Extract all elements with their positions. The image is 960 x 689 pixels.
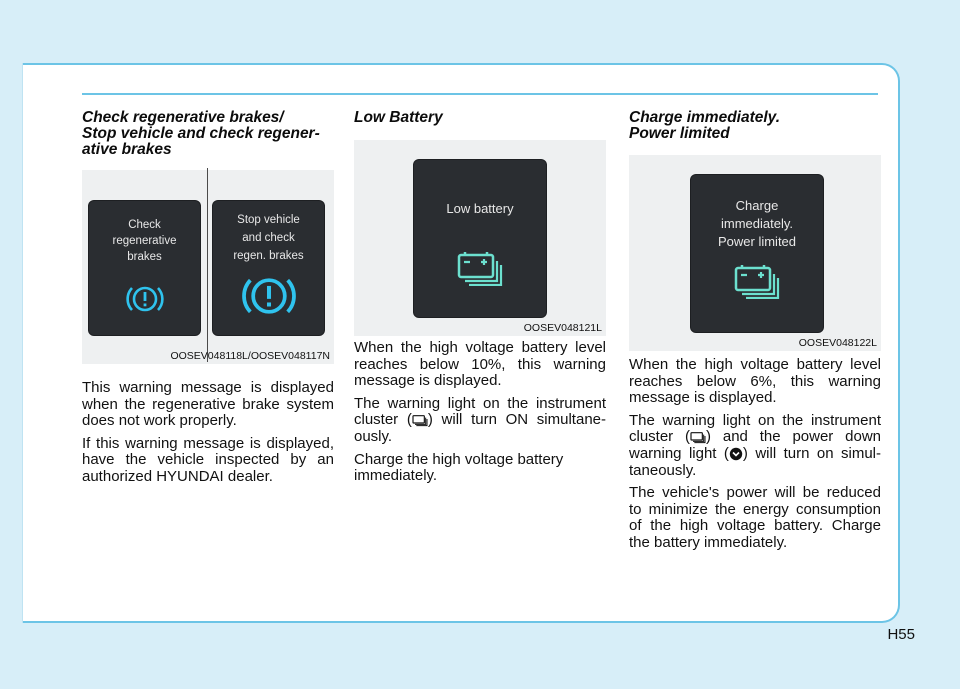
figure-code: OOSEV048122L [798, 337, 877, 349]
paragraph [629, 413, 881, 479]
figure-divider [207, 168, 208, 362]
paragraph-text: ) will turn ON simultane-ously. [354, 411, 606, 445]
screen-message: Check regenerative brakes [112, 219, 177, 263]
paragraph: If this warning message is displayed, have the vehicle inspected by an authorized HYUNDAI dealer. [82, 434, 334, 485]
paragraph-text: The warning light on the instrument cluster ( [354, 394, 606, 429]
paragraph: When the high voltage battery level reaches below 6%, this warning message is displayed. [629, 356, 881, 407]
cluster-screen [89, 201, 200, 335]
cluster-screen [213, 201, 324, 335]
section-heading: Low Battery [354, 109, 443, 126]
section-regen-brakes [82, 110, 334, 492]
brake-warning-icon [239, 273, 299, 319]
warning-figure [629, 155, 881, 351]
page-number: H55 [887, 626, 915, 643]
cluster-screen [414, 160, 546, 317]
battery-warning-icon [456, 250, 504, 286]
battery-warning-icon [733, 263, 781, 299]
figure-code: OOSEV048118L/OOSEV048117N [170, 350, 330, 362]
brake-warning-icon [125, 283, 165, 315]
screen-message: Low battery [446, 201, 514, 216]
warning-figure [82, 170, 334, 364]
header-rule [82, 93, 878, 95]
section-heading: Charge immediately. Power limited [629, 109, 781, 142]
screen-message: Charge immediately. Power limited [717, 198, 797, 249]
power-down-warning-icon [729, 447, 743, 461]
paragraph: This warning message is displayed when the regenerative brake system does not work properly. [82, 379, 334, 430]
paragraph: The vehicle's power will be reduced to minimize the energy consumption of the high voltage battery. Charge the battery immediately. [629, 484, 881, 551]
cluster-screen [691, 175, 823, 332]
battery-warning-icon [412, 413, 428, 427]
left-margin-rule [22, 63, 23, 623]
screen-message: Stop vehicle and check regen. brakes [233, 214, 304, 262]
paragraph: Charge the high voltage battery immediately. [354, 450, 564, 485]
figure-code: OOSEV048121L [523, 322, 602, 334]
paragraph-text: The warning light on the instrument cluster ( [629, 411, 881, 446]
paragraph: When the high voltage battery level reaches below 10%, this warning message is displayed. [354, 339, 606, 390]
paragraph-text: ) will turn on simul-taneously. [629, 444, 881, 479]
paragraph-text: ) and the power down warning light ( [629, 428, 882, 462]
warning-figure [354, 140, 606, 336]
battery-warning-icon [690, 430, 706, 444]
section-charge-immediately [629, 110, 881, 558]
section-low-battery [354, 110, 606, 491]
section-heading: Check regenerative brakes/ Stop vehicle and check regener- ative brakes [82, 109, 320, 158]
paragraph [354, 396, 606, 446]
